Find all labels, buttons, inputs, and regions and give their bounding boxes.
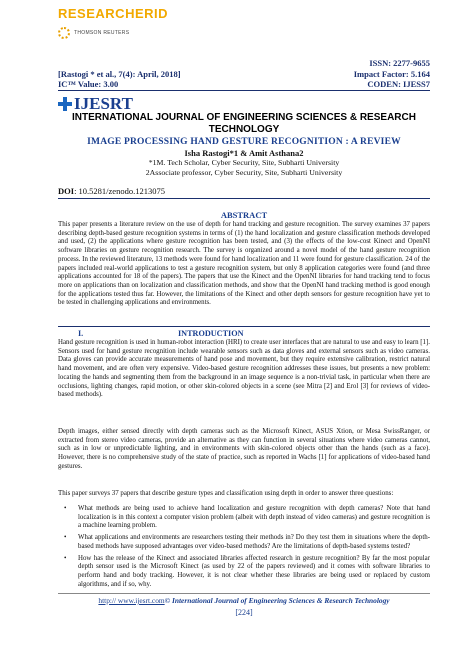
questions-list [58,505,430,592]
affiliation-2: 2Associate professor, Cyber Security, Site, Subharti University [145,168,343,177]
header-rule [58,90,430,91]
list-item [58,534,430,551]
journal-brand [58,94,133,114]
journal-title: INTERNATIONAL JOURNAL OF ENGINEERING SCIENCES & RESEARCH TECHNOLOGY [72,112,416,135]
journal-abbr: IJESRT [74,94,133,113]
ic-value: IC™ Value: 3.00 [58,79,119,89]
section-number: I. [78,329,84,338]
meta-row-issn [58,58,430,68]
authors: Isha Rastogi*1 & Amit Asthana2 [184,148,304,158]
meta-row-citation [58,69,430,79]
intro-paragraph-2: Depth images, either sensed directly with depth cameras such as the Microsoft Kinect, ASUS Xtion, or Mesa SwissRanger, or extracted from stereo video cameras, provide an alternative as they can function in several situations where video cameras cannot, such as in low or unpredictable lighting, and in environments with skin-colored objects other than the hands (such as a face). However, there is no comprehensive study of the state of practice, such as reported in Wachs [1] for applications of video-based hand gestures. [58,428,430,470]
section-title: INTRODUCTION [178,329,244,338]
doi-rule [58,198,430,199]
logo-sub-label: THOMSON REUTERS [74,30,130,36]
bullet: • [64,505,67,512]
section-heading-introduction [58,329,430,338]
doi-value: : 10.5281/zenodo.1213075 [74,186,165,196]
list-item [58,505,430,531]
abstract-text: This paper presents a literature review on the use of depth for hand tracking and gesture recognition. The survey examines 37 papers describing depth-based gesture recognition systems in terms of (1) the hand localization and gesture classification methods developed and used, (2) the applications where gesture recognition has been tested, and (3) the effects of the low-cost Kinect and OpenNI software libraries on gesture recognition research. The survey is organized around a novel model of the hand gesture recognition process. In the reviewed literature, 13 methods were found for hand localization and 11 were found for gesture classification. 24 of the papers included real-world applications to test a gesture recognition system, but only 8 application categories were found (and three applications accounted for 18 of the papers). The papers that use the Kinect and the OpenNI libraries for hand tracking tend to focus more on applications than on localization and classification methods, and show that the OpenNI hand tracking method is good enough for the applications tested thus far. However, the limitations of the Kinect and other depth sensors for gesture recognition have yet to be tested in challenging applications and environments. [58,221,430,307]
abstract-heading: ABSTRACT [220,210,268,220]
researcherid-logo [58,6,178,58]
affiliation-1: *1M. Tech Scholar, Cyber Security, Site, Subharti University [148,158,340,167]
question-text: What methods are being used to achieve hand localization and gesture recognition with depth cameras? Note that hand localization is in this context a computer vision problem (albeit with depth instead of video cameras) and gesture recognition is a machine learning problem. [78,505,430,530]
citation: [Rastogi * et al., 7(4): April, 2018] [58,69,181,79]
doi [58,186,165,196]
page-number: [224] [235,608,253,617]
list-item [58,555,430,590]
thomson-reuters-icon [58,27,70,39]
logo-sub [58,27,178,39]
coden: CODEN: IJESS7 [367,79,430,89]
paper-title: IMAGE PROCESSING HAND GESTURE RECOGNITION : A REVIEW [87,137,401,147]
intro-paragraph-3: This paper surveys 37 papers that describe gesture types and classification using depth in order to answer three questions: [58,490,394,497]
footer-rule [58,593,430,594]
footer [58,596,430,605]
bullet: • [64,554,67,562]
meta-row-ic [58,79,430,89]
plus-icon [58,97,72,111]
issn: ISSN: 2277-9655 [369,58,430,68]
journal-url-link[interactable]: http:// www.ijesrt.com [98,596,165,605]
logo-brand: RESEARCHERID [58,6,169,21]
intro-paragraph-1: Hand gesture recognition is used in human-robot interaction (HRI) to create user interfaces that are natural to use and easy to learn [1]. Sensors used for hand gesture recognition include wearable sensors such as data gloves and external sensors such as video cameras. Data gloves can provide accurate measurements of hand pose and movement, but they require extensive calibration, restrict natural hand movement, and are often very expensive. Video-based gesture recognition addresses these issues, but presents a new problem: locating the hands and segmenting them from the background in an image sequence is a non-trivial task, in particular when there are occlusions, lighting changes, rapid motion, or other skin-colored objects in a scene (see Mitra [2] and Erol [3] for reviews of video-based methods). [58,339,430,399]
doi-label: DOI [58,186,75,196]
impact-factor: Impact Factor: 5.164 [353,69,430,79]
copyright: © International Journal of Engineering Sciences & Research Technology [164,596,390,605]
question-text: How has the release of the Kinect and associated libraries affected research in gesture recognition? By far the most popular depth sensor used is the Microsoft Kinect (as used by 22 of the papers reviewed) and it comes with software libraries to perform hand and body tracking. However, it is not clear whether these libraries are being used or replaced by custom algorithms, and if so, why. [78,554,430,588]
section-rule [58,326,430,327]
question-text: What applications and environments are researchers testing their methods in? Do they test them in situations where the depth-based methods have supposed advantages over video-based methods? Are the limitations of depth-based systems tested? [78,534,430,550]
bullet: • [64,534,67,542]
